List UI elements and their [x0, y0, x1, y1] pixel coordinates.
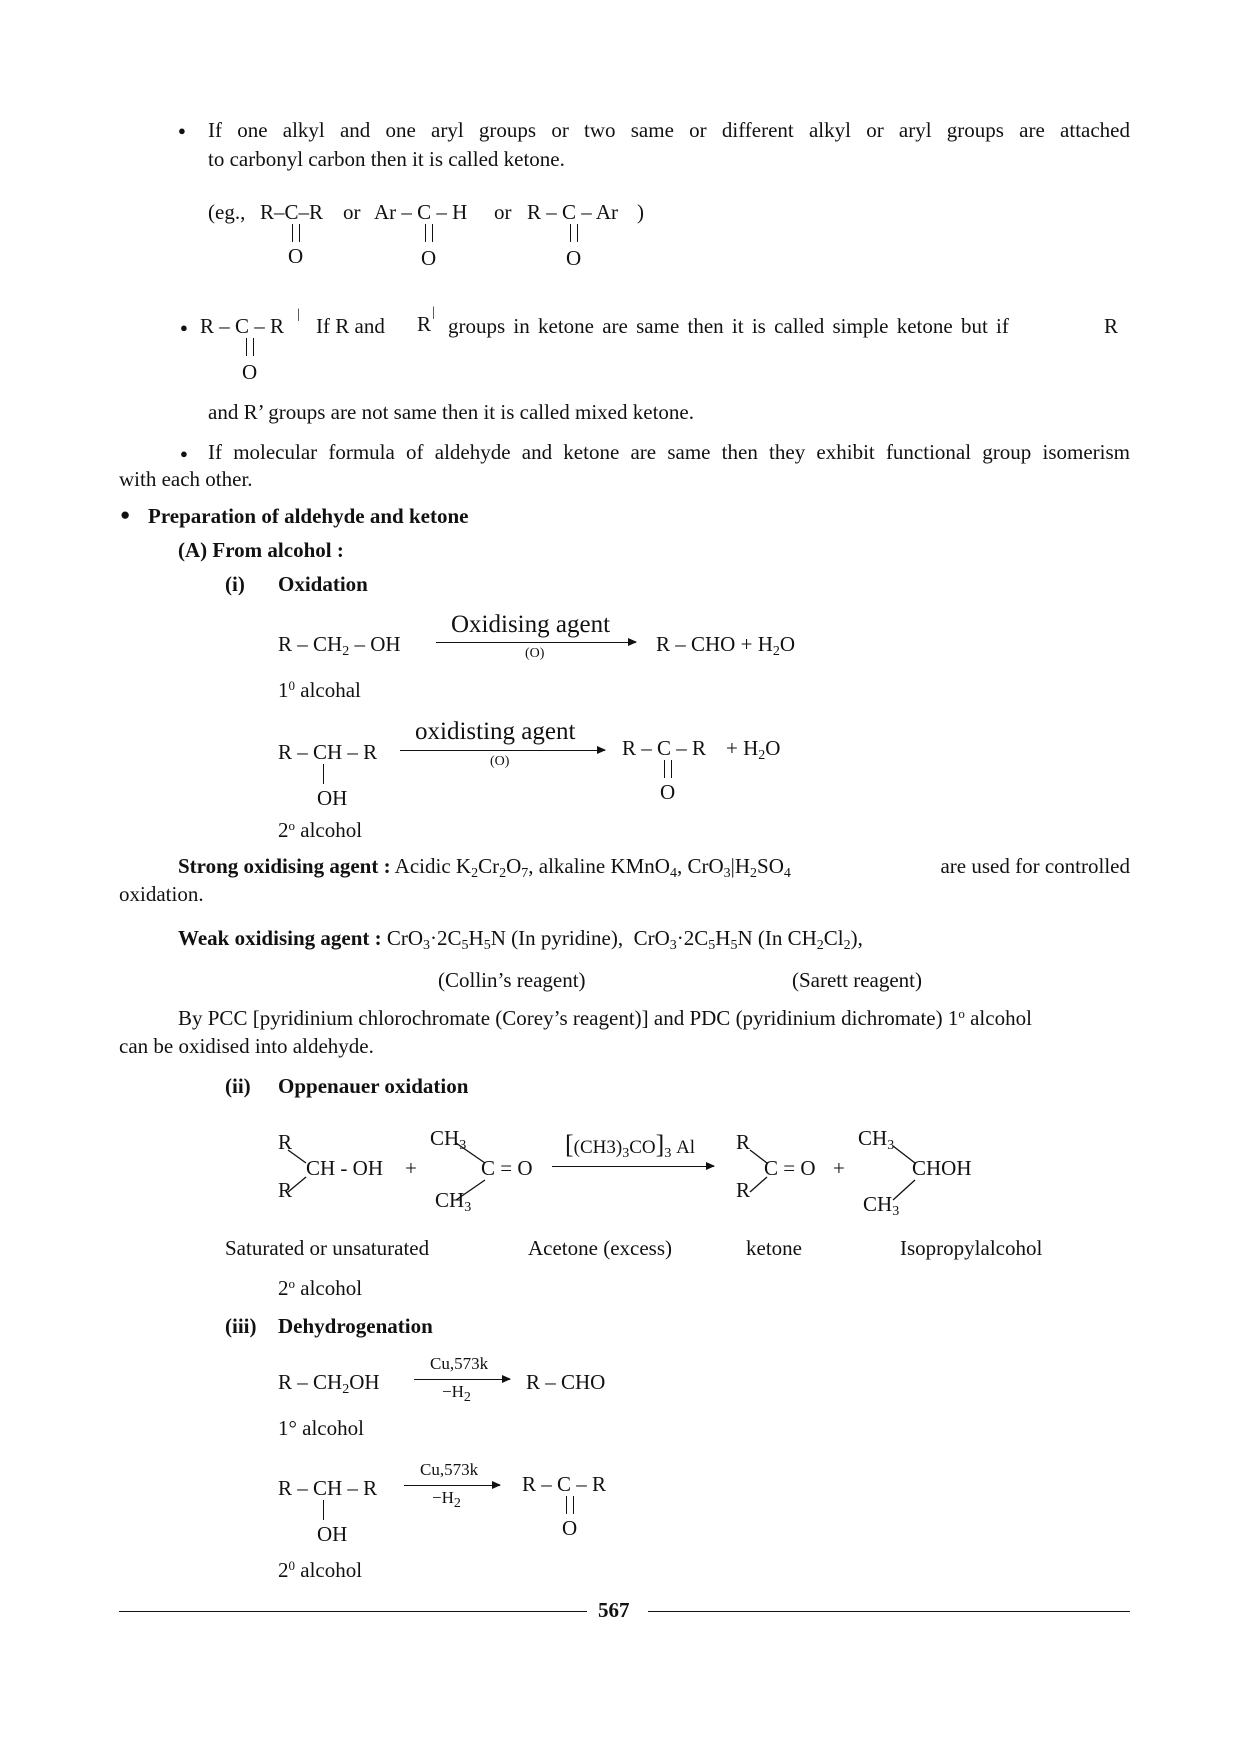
opp-label-acetone: Acetone (excess): [528, 1236, 673, 1260]
strong-oxidising-line1: Strong oxidising agent : Acidic $K_2Cr_2O_7$, alkaline KMnO$_4$, $CrO_3|H_2SO_4$ are used for controlled: [178, 854, 1130, 881]
p2-r: R: [417, 312, 432, 336]
eg-formula-1: R–C–R: [260, 200, 324, 224]
eg-or-2: or: [494, 200, 512, 224]
pcc-line2: can be oxidised into aldehyde.: [119, 1034, 374, 1058]
sec-iii-num: (iii): [225, 1314, 257, 1338]
rxn1-rhs: R – CHO + $H_2O$: [656, 632, 796, 659]
opp-reagent: $[(CH3)_3CO]_3$ Al: [565, 1130, 696, 1161]
reaction-arrow: [414, 1379, 510, 1380]
opp-r-bottom-2: R: [736, 1178, 751, 1202]
sec-iii-title: Dehydrogenation: [278, 1314, 433, 1338]
opp-ch3-top-2: $CH_3$: [858, 1126, 895, 1153]
rxn2-water: + $H_2O$: [726, 736, 781, 763]
ketone-definition-line2: to carbonyl carbon then it is called ketone.: [208, 147, 565, 171]
eg-or-1: or: [343, 200, 361, 224]
sec-ii-num: (ii): [225, 1074, 251, 1098]
strong-oxidising-line2: oxidation.: [119, 882, 204, 906]
opp-ch3-bottom-2: $CH_3$: [863, 1192, 900, 1219]
opp-label-ketone: ketone: [746, 1236, 802, 1260]
opp-label-secondary: 2$^o$ alcohol: [278, 1276, 363, 1300]
p2-text-b: groups in ketone are same then it is called simple ketone but if: [448, 314, 1009, 338]
eg-formula-2: Ar – C – H: [374, 200, 468, 224]
bullet-dot: ●: [180, 446, 188, 461]
rxn1-lhs: R – $CH_2$ – OH: [278, 632, 401, 659]
isomerism-line2: with each other.: [119, 467, 253, 491]
ketone-definition-line1: ● If one alkyl and one aryl groups or two same or different alkyl or aryl groups are attached: [208, 116, 1130, 144]
eg-suffix: ): [637, 200, 644, 224]
prime-mark: |: [297, 307, 300, 322]
dh2-rhs: R – C – R: [522, 1472, 607, 1496]
dh1-label: 1° alcohol: [278, 1416, 364, 1440]
opp-label-isopropyl: Isopropylalcohol: [900, 1236, 1043, 1260]
p2-text-a: If R and: [316, 314, 385, 338]
opp-plus-2: +: [833, 1156, 845, 1180]
section-heading: Preparation of aldehyde and ketone: [148, 504, 469, 528]
rxn1-condition: (O): [525, 646, 545, 661]
dh2-lhs: R – CH – R: [278, 1476, 378, 1500]
p2-text-c: R: [1104, 314, 1119, 338]
opp-r-bottom: R: [278, 1178, 293, 1202]
opp-plus-1: +: [405, 1156, 417, 1180]
heading-bullet: ●: [120, 505, 131, 524]
rxn2-agent: oxidisting agent: [415, 718, 576, 745]
dh2-elimination: $-H_2$: [432, 1488, 461, 1511]
subsection-a: (A) From alcohol :: [178, 538, 344, 562]
rxn1-agent: Oxidising agent: [451, 611, 611, 638]
single-bond: [323, 1500, 324, 1520]
sarett-reagent: (Sarett reagent): [792, 968, 923, 992]
opp-r-top: R: [278, 1130, 293, 1154]
weak-oxidising-line: Weak oxidising agent : $CrO_3\cdot 2C_5H_5N$ (In pyridine), $CrO_3\cdot 2C_5H_5N$ (In $CH_2Cl_2$),: [178, 926, 863, 953]
opp-ch3-top: $CH_3$: [430, 1126, 467, 1153]
page-number: 567: [598, 1598, 630, 1622]
footer-rule-right: [648, 1611, 1130, 1612]
rxn2-oh: OH: [317, 786, 348, 810]
reaction-arrow: [404, 1485, 500, 1486]
dh1-catalyst: Cu,573k: [430, 1354, 489, 1373]
collin-reagent: (Collin’s reagent): [438, 968, 586, 992]
dh2-oxygen: O: [562, 1516, 578, 1540]
opp-ch3-bottom: $CH_3$: [435, 1188, 472, 1215]
dh2-catalyst: Cu,573k: [420, 1460, 479, 1479]
sec-i-title: Oxidation: [278, 572, 368, 596]
opp-ketone-co: C = O: [764, 1156, 816, 1180]
dh1-rhs: R – CHO: [526, 1370, 606, 1394]
rxn2-rhs: R – C – R: [622, 736, 707, 760]
opp-r-top-2: R: [736, 1130, 751, 1154]
eg-prefix: (eg.,: [208, 200, 246, 224]
dh2-oh: OH: [317, 1522, 348, 1546]
dh2-label: $2^0$ alcohol: [278, 1558, 363, 1582]
dh1-lhs: R – $CH_2OH$: [278, 1370, 380, 1397]
ketone-oxygen: O: [242, 360, 258, 384]
pcc-line1: By PCC [pyridinium chlorochromate (Corey’s reagent)] and PDC (pyridinium dichromate) 1$^o$ alcohol: [178, 1006, 1032, 1030]
p2-line2: and R’ groups are not same then it is called mixed ketone.: [208, 400, 694, 424]
eg-formula-3: R – C – Ar: [527, 200, 619, 224]
opp-label-alcohol: Saturated or unsaturated: [225, 1236, 430, 1260]
rxn2-oxygen: O: [660, 780, 676, 804]
eg-oxygen-3: O: [566, 246, 582, 270]
reaction-arrow: [552, 1166, 714, 1167]
opp-acetone-co: C = O: [481, 1156, 533, 1180]
opp-choh-2: CHOH: [912, 1156, 972, 1180]
ketone-formula: R – C – R: [200, 314, 285, 338]
double-bond: [566, 1496, 574, 1514]
opp-choh: CH - OH: [306, 1156, 383, 1180]
strong-label: Strong oxidising agent :: [178, 854, 391, 878]
rxn1-label: $1^0$ alcohal: [278, 678, 361, 702]
footer-rule-left: [119, 1611, 587, 1612]
isomerism-line1: If molecular formula of aldehyde and ketone are same then they exhibit functional group isomerism: [208, 440, 1130, 464]
dh1-elimination: $-H_2$: [442, 1382, 471, 1405]
rxn2-label: 2$^o$ alcohol: [278, 818, 363, 842]
eg-oxygen-1: O: [288, 244, 304, 268]
sec-i-num: (i): [225, 572, 245, 596]
rxn2-condition: (O): [490, 754, 510, 769]
rxn2-lhs: R – CH – R: [278, 740, 378, 764]
prime-mark: |: [432, 305, 435, 320]
bullet-dot: ●: [180, 320, 188, 335]
sec-ii-title: Oppenauer oxidation: [278, 1074, 469, 1098]
eg-oxygen-2: O: [421, 246, 437, 270]
